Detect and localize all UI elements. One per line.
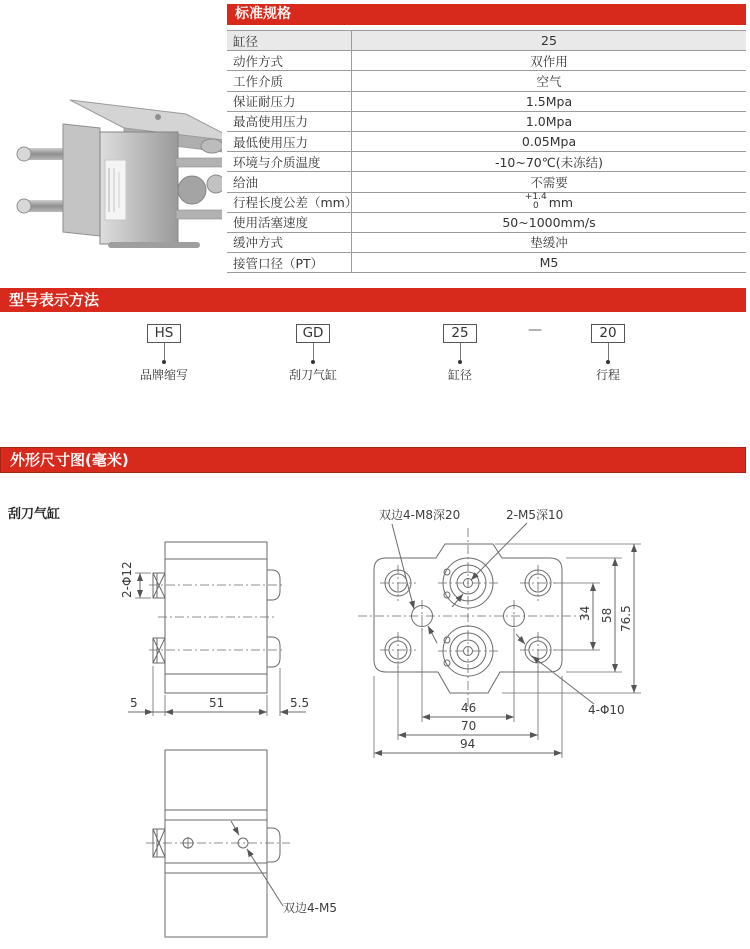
spec-row-value: +1.4 0 mm — [524, 191, 574, 212]
spec-row-value: M5 — [539, 255, 559, 271]
table-row — [227, 172, 746, 192]
spec-row-label: 缸径 — [227, 31, 352, 50]
spec-row-label: 使用活塞速度 — [227, 213, 352, 232]
spec-row-label: 工作介质 — [227, 71, 352, 90]
dim-label-34: 34 — [578, 605, 592, 621]
top-view-drawing — [358, 507, 641, 758]
dim-label-5-5: 5.5 — [290, 696, 310, 710]
dim-label-94: 94 — [460, 737, 476, 751]
spec-row-label: 环境与介质温度 — [227, 152, 352, 171]
table-row — [227, 31, 746, 51]
front-view-drawing — [146, 750, 337, 937]
product-photo — [8, 42, 222, 252]
dim-label-2xphi12: 2-Φ12 — [120, 561, 134, 598]
spec-row-label: 最低使用压力 — [227, 132, 352, 151]
table-row — [227, 112, 746, 132]
connector-dot — [162, 360, 166, 364]
model-item-label: 刮刀气缸 — [288, 368, 337, 382]
connector-line — [460, 343, 461, 360]
spec-row-label: 最高使用压力 — [227, 112, 352, 131]
spec-row-value: 50~1000mm/s — [502, 214, 596, 230]
model-item-bore — [418, 322, 502, 383]
table-row — [227, 253, 746, 273]
spec-table-title: 标准规格 — [227, 4, 746, 25]
connector-dot — [606, 360, 610, 364]
model-item-brand — [122, 322, 206, 383]
model-separator: — — [528, 322, 542, 338]
table-row — [227, 213, 746, 233]
spec-row-value: 1.0Mpa — [525, 113, 573, 129]
spec-row-value: 空气 — [536, 73, 562, 89]
dim-label-m8: 双边4-M8深20 — [379, 508, 461, 522]
dimension-section-banner: 外形尺寸图(毫米) — [0, 447, 746, 473]
table-row — [227, 51, 746, 71]
dim-label-4xphi10: 4-Φ10 — [588, 703, 625, 717]
connector-line — [164, 343, 165, 360]
spec-row-value: 0.05Mpa — [521, 134, 577, 150]
model-item-label: 缸径 — [447, 368, 472, 382]
spec-row-label: 动作方式 — [227, 51, 352, 70]
spec-row-label: 行程长度公差（mm） — [227, 193, 352, 212]
dim-label-58: 58 — [600, 607, 614, 623]
spec-row-value: 垫缓冲 — [530, 235, 568, 251]
table-row — [227, 92, 746, 112]
spec-row-value: 不需要 — [530, 174, 568, 190]
table-row — [227, 233, 746, 253]
drawings-svg — [0, 500, 750, 949]
model-code-box: GD — [296, 324, 330, 343]
dim-label-5: 5 — [130, 696, 138, 710]
spec-row-label: 缓冲方式 — [227, 233, 352, 252]
table-row — [227, 193, 746, 213]
spec-row-label: 给油 — [227, 172, 352, 191]
spec-row-value: 1.5Mpa — [525, 93, 573, 109]
dim-label-46: 46 — [461, 701, 477, 715]
spec-row-value: -10~70℃(未冻结) — [494, 154, 604, 170]
spec-row-label: 保证耐压力 — [227, 92, 352, 111]
dim-label-4xm5: 双边4-M5 — [283, 901, 337, 915]
dimension-drawings — [0, 500, 750, 949]
table-row — [227, 71, 746, 91]
model-code-box: 25 — [443, 324, 477, 343]
model-item-label: 品牌缩写 — [139, 368, 188, 382]
drawing-subtitle: 刮刀气缸 — [8, 507, 61, 522]
table-row — [227, 132, 746, 152]
table-row — [227, 152, 746, 172]
model-code-box: 20 — [591, 324, 625, 343]
dim-label-51: 51 — [209, 696, 225, 710]
connector-line — [608, 343, 609, 360]
model-item-type — [271, 322, 355, 383]
model-item-stroke — [566, 322, 650, 383]
spec-row-value: 25 — [541, 33, 557, 49]
spec-row-value: 双作用 — [530, 53, 568, 69]
model-code-box: HS — [147, 324, 181, 343]
side-view-drawing — [120, 542, 309, 716]
spec-table-body — [227, 30, 746, 273]
dim-label-76-5: 76.5 — [619, 605, 633, 632]
dim-label-70: 70 — [461, 719, 477, 733]
spec-row-label: 接管口径（PT） — [227, 253, 352, 272]
dim-label-m5: 2-M5深10 — [506, 508, 564, 522]
product-photo-illustration — [8, 42, 222, 248]
connector-dot — [311, 360, 315, 364]
model-section-banner: 型号表示方法 — [0, 288, 746, 312]
model-item-label: 行程 — [595, 368, 620, 382]
connector-line — [313, 343, 314, 360]
connector-dot — [458, 360, 462, 364]
